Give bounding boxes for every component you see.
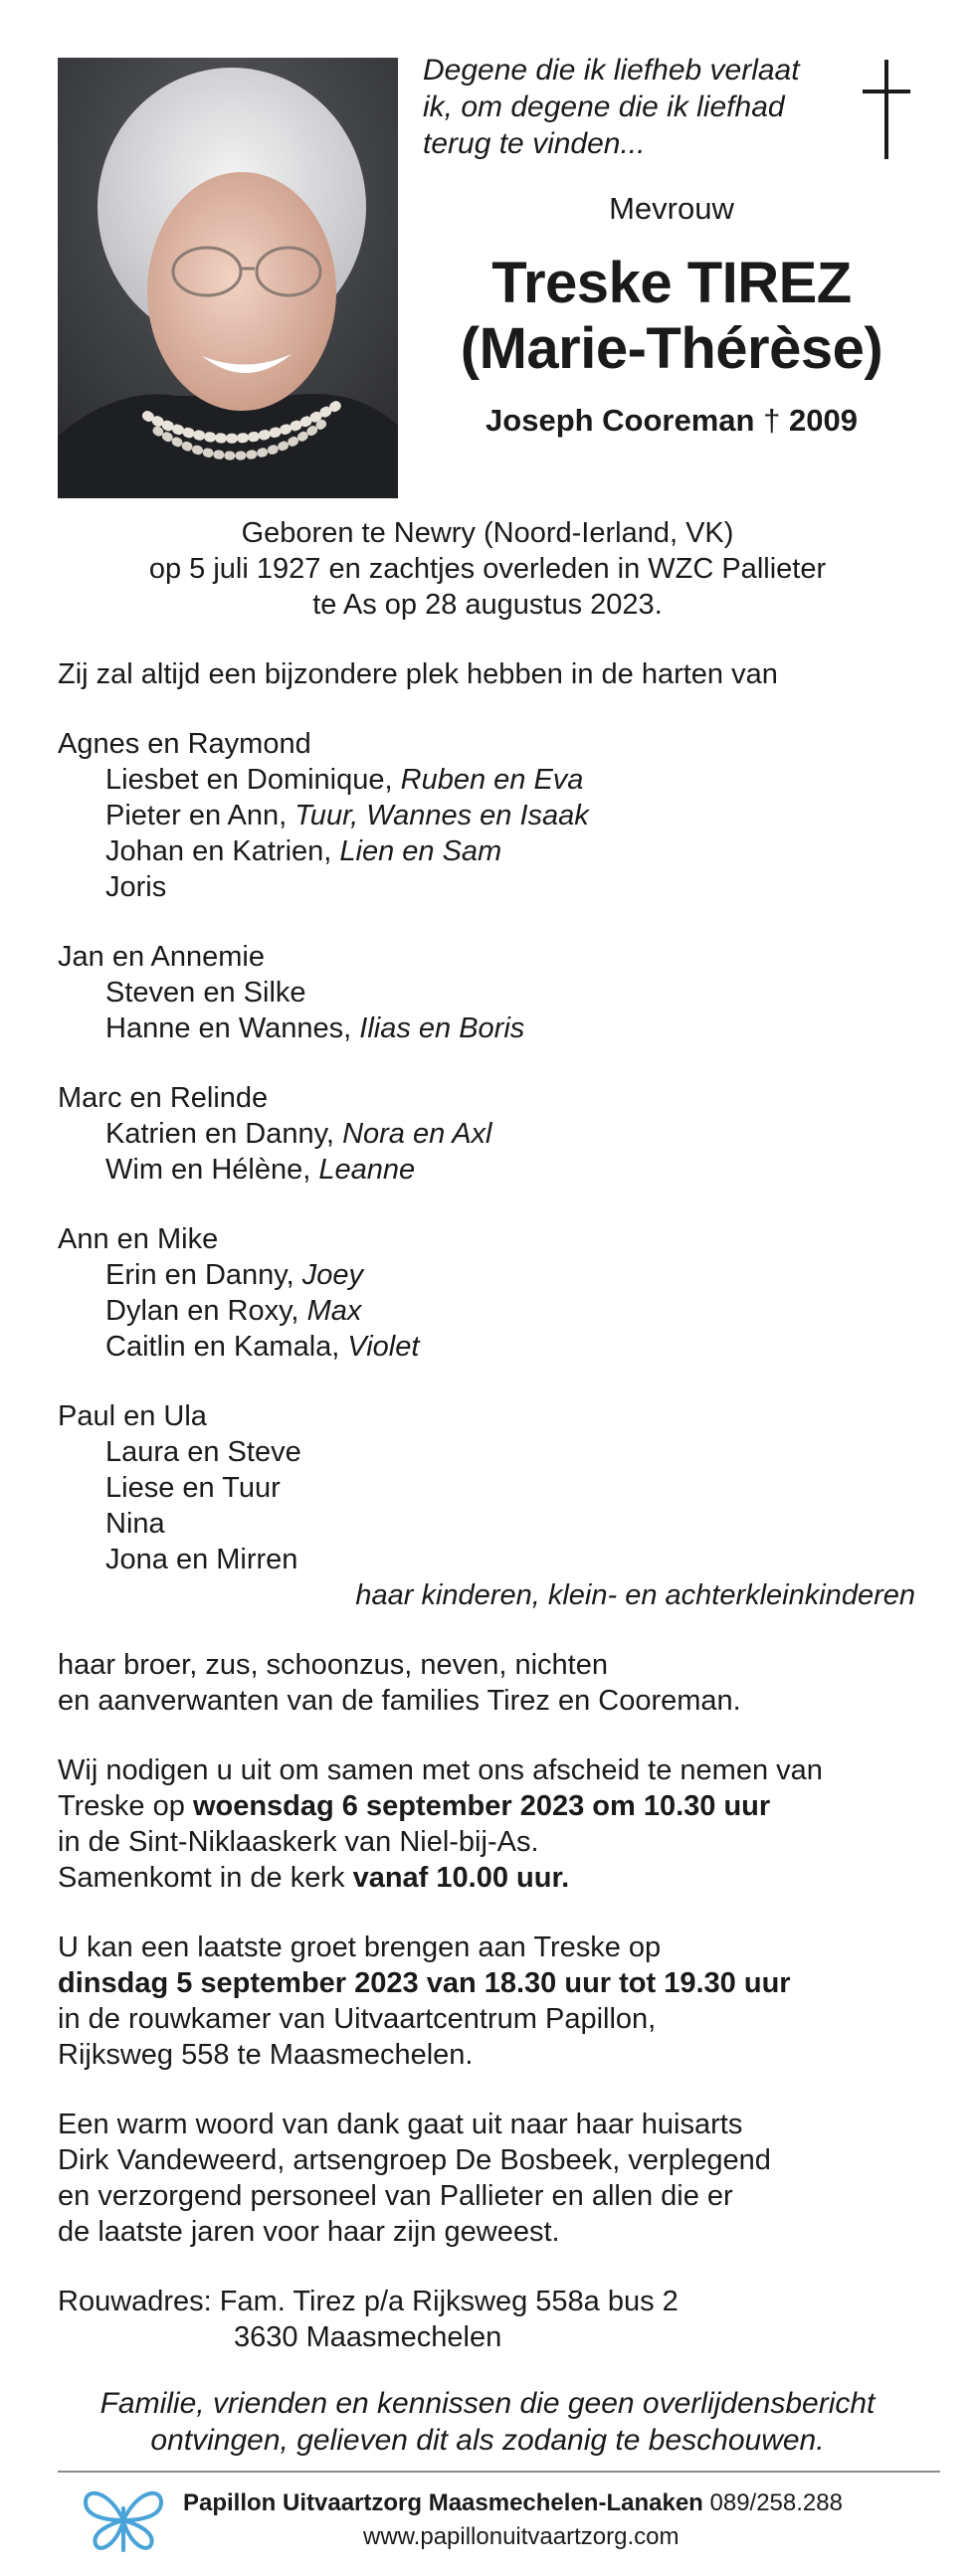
ceremony-info bbox=[58, 1752, 923, 1896]
visitation-info bbox=[58, 1930, 923, 2073]
family-member: Liese en Tuur bbox=[105, 1472, 281, 1504]
family-group bbox=[58, 1221, 923, 1365]
ceremony-line: in de Sint-Niklaaskerk van Niel-bij-As. bbox=[58, 1826, 539, 1858]
name-line: Treske TIREZ bbox=[491, 251, 852, 315]
ceremony-date: woensdag 6 september 2023 om 10.30 uur bbox=[192, 1790, 771, 1822]
portrait-photo bbox=[58, 58, 398, 498]
address-line: Rouwadres: Fam. Tirez p/a Rijksweg 558a bus 2 bbox=[58, 2286, 679, 2317]
deceased-name bbox=[403, 251, 940, 382]
website-link[interactable]: www.papillonuitvaartzorg.com bbox=[363, 2523, 680, 2550]
family-group bbox=[58, 1080, 923, 1188]
family-member: Steven en Silke bbox=[105, 977, 306, 1009]
family-head: Marc en Relinde bbox=[58, 1082, 269, 1114]
thanks-line: en verzorgend personeel van Pallieter en allen die er bbox=[58, 2180, 733, 2212]
thanks-line: de laatste jaren voor haar zijn geweest. bbox=[58, 2216, 560, 2248]
notice-body bbox=[58, 656, 923, 2355]
visit-line: in de rouwkamer van Uitvaartcentrum Papillon, bbox=[58, 2003, 657, 2035]
ceremony-line: Treske op woensdag 6 september 2023 om 10.30 uur bbox=[58, 1790, 771, 1822]
visit-line: Rijksweg 558 te Maasmechelen. bbox=[58, 2039, 474, 2071]
birth-death-info bbox=[58, 515, 917, 623]
quote bbox=[423, 52, 861, 162]
thanks bbox=[58, 2107, 923, 2250]
closing-line: Familie, vrienden en kennissen die geen overlijdensbericht bbox=[99, 2387, 876, 2420]
family-member: Joris bbox=[105, 871, 167, 903]
birth-line: op 5 juli 1927 en zachtjes overleden in WZC Pallieter bbox=[148, 553, 827, 585]
family-member: Erin en Danny, Joey bbox=[105, 1259, 364, 1291]
visit-line: U kan een laatste groet brengen aan Treske op bbox=[58, 1932, 662, 1963]
footer bbox=[80, 2481, 905, 2560]
dagger-icon: † bbox=[763, 403, 781, 438]
family-group bbox=[58, 1398, 923, 1577]
footer-divider bbox=[58, 2471, 940, 2473]
quote-line: ik, om degene die ik liefhad bbox=[423, 91, 785, 123]
family-group bbox=[58, 726, 923, 905]
family-member: Caitlin en Kamala, Violet bbox=[105, 1331, 420, 1363]
relatives bbox=[58, 1647, 923, 1719]
relatives-line: haar broer, zus, schoonzus, neven, nichten bbox=[58, 1649, 608, 1681]
family-member: Liesbet en Dominique, Ruben en Eva bbox=[105, 764, 584, 796]
partner-name: Joseph Cooreman bbox=[486, 403, 755, 438]
phone-number: 089/258.288 bbox=[709, 2489, 843, 2516]
family-head: Ann en Mike bbox=[58, 1223, 219, 1255]
funeral-home-line bbox=[183, 2488, 843, 2518]
family-member: Dylan en Roxy, Max bbox=[105, 1295, 362, 1327]
closing-line: ontvingen, gelieven dit als zodanig te beschouwen. bbox=[150, 2424, 825, 2457]
funeral-home-name: Papillon Uitvaartzorg Maasmechelen-Lanaken bbox=[183, 2489, 703, 2516]
relatives-line: en aanverwanten van de families Tirez en Cooreman. bbox=[58, 1685, 741, 1717]
family-member: Katrien en Danny, Nora en Axl bbox=[105, 1118, 492, 1150]
partner-line bbox=[403, 402, 940, 440]
closing-note bbox=[58, 2385, 917, 2459]
family-head: Agnes en Raymond bbox=[58, 728, 311, 760]
gathering-time: vanaf 10.00 uur. bbox=[352, 1862, 570, 1894]
family-member: Johan en Katrien, Lien en Sam bbox=[105, 835, 502, 867]
ceremony-line: Samenkomt in de kerk vanaf 10.00 uur. bbox=[58, 1862, 570, 1894]
family-head: Jan en Annemie bbox=[58, 941, 265, 973]
cross-icon bbox=[859, 60, 914, 159]
ceremony-line: Wij nodigen u uit om samen met ons afscheid te nemen van bbox=[58, 1754, 823, 1786]
intro-text: Zij zal altijd een bijzondere plek hebben in de harten van bbox=[58, 658, 778, 690]
thanks-line: Een warm woord van dank gaat uit naar haar huisarts bbox=[58, 2109, 743, 2140]
name-block bbox=[403, 189, 940, 440]
family-member: Hanne en Wannes, Ilias en Boris bbox=[105, 1012, 525, 1044]
butterfly-icon bbox=[80, 2481, 167, 2560]
family-member: Wim en Hélène, Leanne bbox=[105, 1154, 416, 1186]
partner-year: 2009 bbox=[788, 403, 858, 438]
family-member: Jona en Mirren bbox=[105, 1544, 298, 1575]
name-line: (Marie-Thérèse) bbox=[460, 316, 883, 381]
portrait-image bbox=[58, 58, 398, 498]
birth-line: te As op 28 augustus 2023. bbox=[312, 589, 663, 621]
family-head: Paul en Ula bbox=[58, 1400, 207, 1432]
birth-line: Geboren te Newry (Noord-Ierland, VK) bbox=[241, 517, 734, 549]
family-member: Nina bbox=[105, 1508, 165, 1540]
quote-line: terug te vinden... bbox=[423, 127, 646, 160]
mourning-address bbox=[58, 2284, 923, 2355]
quote-line: Degene die ik liefheb verlaat bbox=[423, 54, 800, 87]
family-member: Pieter en Ann, Tuur, Wannes en Isaak bbox=[105, 800, 589, 831]
visit-date: dinsdag 5 september 2023 van 18.30 uur tot 19.30 uur bbox=[58, 1967, 791, 1999]
honorific: Mevrouw bbox=[609, 191, 734, 226]
family-group bbox=[58, 939, 923, 1046]
address-line: 3630 Maasmechelen bbox=[234, 2321, 502, 2353]
family-member: Laura en Steve bbox=[105, 1436, 301, 1468]
thanks-line: Dirk Vandeweerd, artsengroep De Bosbeek, verplegend bbox=[58, 2144, 771, 2176]
family-caption: haar kinderen, klein- en achterkleinkinderen bbox=[355, 1579, 915, 1611]
